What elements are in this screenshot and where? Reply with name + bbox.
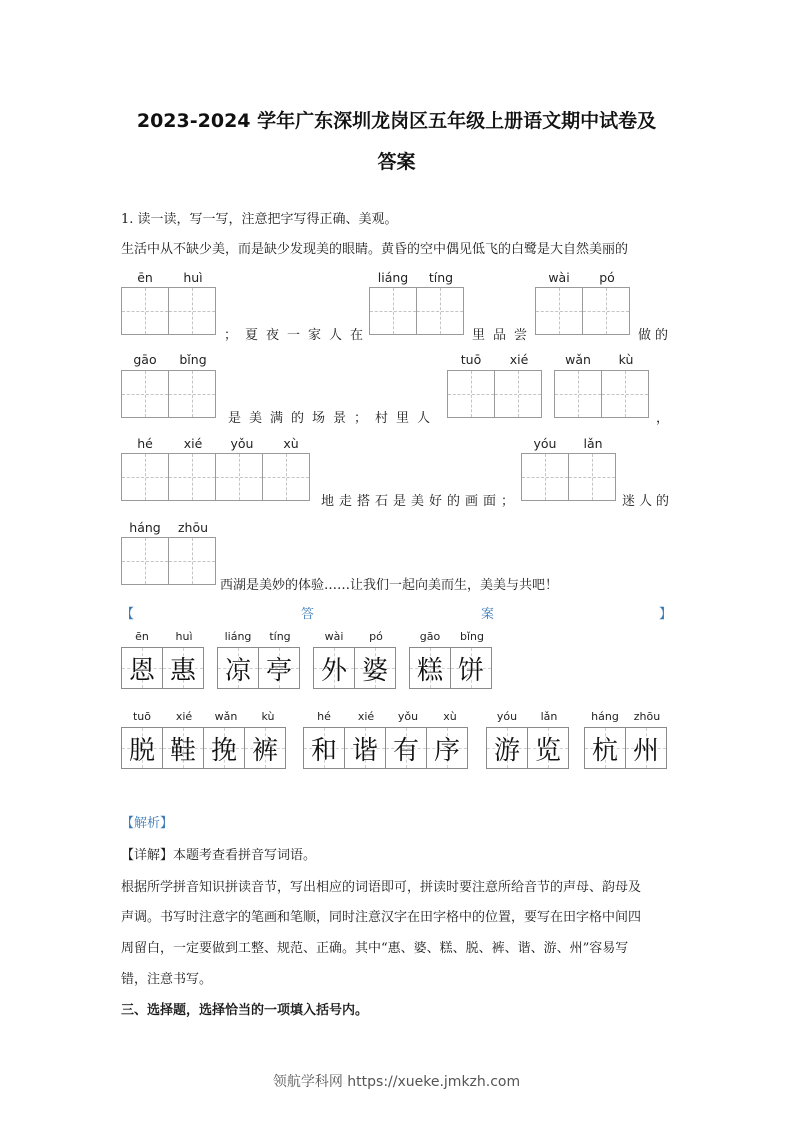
answer-char: 婆 — [361, 655, 388, 686]
answer-pinyin: pó — [369, 630, 383, 643]
analysis-paragraph-line: 声调。书写时注意字的笔画和笔顺，同时注意汉字在田字格中的位置，要写在田字格中间四 — [121, 910, 642, 925]
pinyin: xié — [183, 436, 203, 451]
answer-bracket-left: 【 — [121, 607, 135, 622]
tianzige-grid-g1[interactable] — [121, 287, 216, 335]
analysis-paragraph-line: 周留白，一定要做到工整、规范、正确。其中“惠、婆、糕、脱、裤、谐、游、州”容易写 — [121, 941, 629, 956]
pinyin: tuō — [460, 352, 482, 367]
answer-pinyin: tuō — [132, 710, 151, 723]
question-1-prompt: 1. 读一读，写一写，注意把字写得正确、美观。 — [121, 212, 398, 227]
page-footer: 领航学科网 https://xueke.jmkzh.com — [272, 1074, 521, 1090]
sentence-fragment: 是美满的场景；村里人 — [228, 411, 439, 426]
sentence-fragment: 西湖是美妙的体验……让我们一起向美而生，美美与共吧！ — [220, 578, 559, 593]
sentence-fragment: 迷人的 — [622, 494, 674, 509]
sentence-fragment: ；夏夜一家人在 — [224, 328, 372, 343]
pinyin: pó — [599, 270, 615, 285]
pinyin: yǒu — [230, 436, 254, 451]
answer-grid-1 — [121, 647, 204, 689]
pinyin: huì — [183, 270, 203, 285]
answer-char: 裤 — [251, 735, 278, 766]
answer-pinyin: yǒu — [397, 710, 419, 723]
analysis-detail: 【详解】本题考查看拼音写词语。 — [121, 848, 317, 863]
answer-pinyin: xié — [175, 710, 193, 723]
pinyin: bǐng — [179, 352, 207, 367]
answer-grid-7 — [486, 727, 569, 769]
answer-pinyin: wài — [324, 630, 344, 643]
answer-char: 杭 — [591, 735, 618, 766]
pinyin: wǎn — [565, 352, 591, 367]
pinyin: xié — [509, 352, 529, 367]
answer-pinyin: kù — [261, 710, 275, 723]
sentence-fragment: 里品尝 — [472, 328, 536, 343]
pinyin: wài — [548, 270, 570, 285]
answer-label: 答 — [301, 607, 315, 622]
pinyin: gāo — [133, 352, 157, 367]
answer-char: 游 — [493, 735, 520, 766]
answer-char: 饼 — [457, 655, 484, 686]
answer-pinyin: yóu — [496, 710, 518, 723]
pinyin: yóu — [533, 436, 557, 451]
pinyin: zhōu — [177, 520, 209, 535]
answer-pinyin: gāo — [419, 630, 441, 643]
exam-title-line1: 2023-2024 学年广东深圳龙岗区五年级上册语文期中试卷及 — [136, 110, 657, 132]
pinyin: lǎn — [583, 436, 603, 451]
answer-grid-8 — [584, 727, 667, 769]
answer-char: 有 — [392, 735, 419, 766]
sentence-fragment: 地走搭石是美好的画面； — [321, 494, 520, 509]
answer-char: 谐 — [351, 735, 378, 766]
tianzige-grid-g2[interactable] — [369, 287, 464, 335]
answer-char: 挽 — [210, 735, 237, 766]
question-1-intro: 生活中从不缺少美，而是缺少发现美的眼睛。黄昏的空中偶见低飞的白鹭是大自然美丽的 — [121, 242, 629, 257]
pinyin: háng — [129, 520, 161, 535]
pinyin: liáng — [377, 270, 409, 285]
answer-char: 州 — [632, 735, 659, 766]
exam-title-line2: 答案 — [377, 151, 416, 173]
answer-grid-2 — [217, 647, 300, 689]
pinyin: xù — [283, 436, 299, 451]
analysis-label: 【解析】 — [121, 816, 174, 831]
answer-char: 亭 — [265, 655, 292, 686]
tianzige-grid-g8[interactable] — [121, 537, 216, 585]
answer-pinyin: tíng — [269, 630, 291, 643]
analysis-paragraph-line: 错，注意书写。 — [121, 972, 213, 987]
answer-char: 糕 — [416, 655, 443, 686]
answer-char: 恩 — [128, 655, 155, 686]
answer-pinyin: wǎn — [214, 710, 238, 723]
sentence-fragment: ， — [656, 411, 670, 426]
answer-char: 外 — [320, 655, 347, 686]
answer-grid-5 — [121, 727, 286, 769]
analysis-paragraph-line: 根据所学拼音知识拼读音节，写出相应的词语即可，拼读时要注意所给音节的声母、韵母及 — [121, 880, 642, 895]
answer-char: 览 — [534, 735, 561, 766]
section-3-heading: 三、选择题，选择恰当的一项填入括号内。 — [121, 1003, 369, 1018]
pinyin: tíng — [428, 270, 454, 285]
answer-pinyin: xù — [443, 710, 457, 723]
tianzige-grid-g6[interactable] — [121, 453, 310, 501]
answer-pinyin: ēn — [135, 630, 149, 643]
answer-pinyin: zhōu — [633, 710, 661, 723]
answer-pinyin: háng — [591, 710, 619, 723]
answer-char: 惠 — [169, 655, 196, 686]
answer-pinyin: lǎn — [540, 710, 558, 723]
answer-char: 序 — [433, 735, 460, 766]
tianzige-grid-g7[interactable] — [521, 453, 616, 501]
answer-pinyin: huì — [175, 630, 193, 643]
pinyin: kù — [618, 352, 634, 367]
answer-label: 案 — [481, 607, 495, 622]
pinyin: hé — [137, 436, 153, 451]
answer-char: 和 — [310, 735, 337, 766]
answer-pinyin: bǐng — [460, 630, 484, 643]
tianzige-grid-g4[interactable] — [121, 370, 216, 418]
answer-pinyin: xié — [357, 710, 375, 723]
answer-pinyin: liáng — [224, 630, 252, 643]
answer-grid-4 — [409, 647, 492, 689]
answer-char: 凉 — [224, 655, 251, 686]
tianzige-grid-g5b[interactable] — [554, 370, 649, 418]
tianzige-grid-g5a[interactable] — [447, 370, 542, 418]
tianzige-grid-g3[interactable] — [535, 287, 630, 335]
sentence-fragment: 做的 — [638, 328, 673, 343]
answer-bracket-right: 】 — [659, 607, 673, 622]
answer-char: 鞋 — [169, 735, 196, 766]
answer-grid-3 — [313, 647, 396, 689]
answer-grid-6 — [303, 727, 468, 769]
answer-char: 脱 — [128, 735, 155, 766]
pinyin: ēn — [137, 270, 153, 285]
answer-pinyin: hé — [317, 710, 331, 723]
